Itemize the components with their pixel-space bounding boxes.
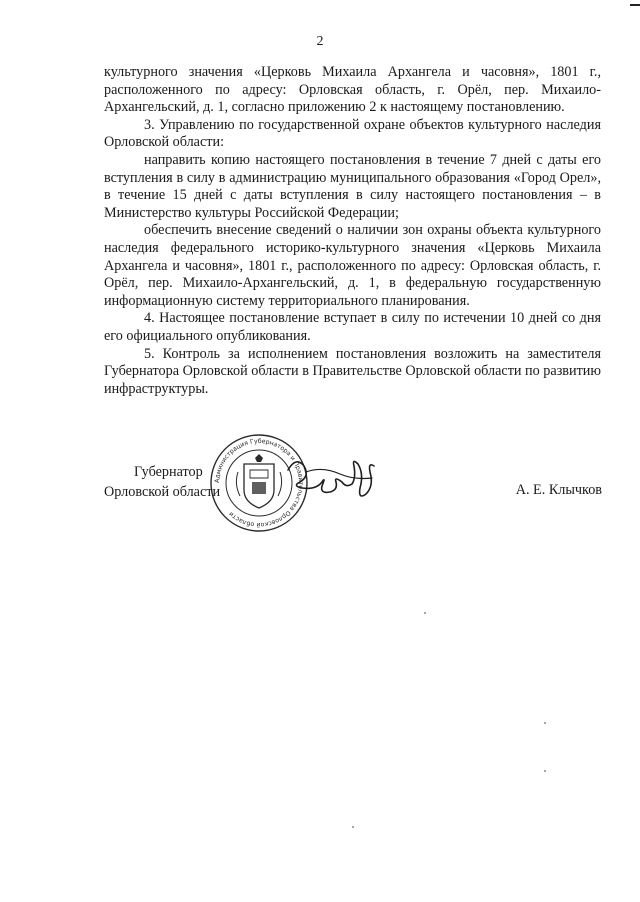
page-number: 2: [316, 34, 324, 49]
corner-mark: [630, 4, 640, 6]
paragraph-item-3-send-copy: направить копию настоящего постановления в течение 7 дней с даты его вступления в силу в администрацию муниципального образования «Город Орел», в течение 15 дней с даты вступления в силу настоящего постановления – в Министерство культуры Российской Федерации;: [104, 151, 601, 221]
paragraph-item-3: 3. Управлению по государственной охране объектов культурного наследия Орловской области:: [104, 116, 601, 151]
paragraph-item-3-register-zones: обеспечить внесение сведений о наличии зон охраны объекта культурного наследия федерального историко-культурного значения «Церковь Михаила Архангела и часовня», 1801 г., расположенного по адресу: Орловская область, г. Орёл, пер. Михаило-Архангельский, д. 1, в федеральную государственную информационную систему территориального планирования.: [104, 222, 601, 309]
paragraph-item-4: 4. Настоящее постановление вступает в силу по истечении 10 дней со дня его официального опубликования.: [104, 310, 601, 344]
paragraph-continuation: культурного значения «Церковь Михаила Архангела и часовня», 1801 г., расположенного по адресу: Орловская область, г. Орёл, пер. Михаило-Архангельский, д. 1, согласно приложению 2 к настоящему постановлению.: [104, 64, 601, 116]
handwritten-signature: [282, 452, 382, 508]
paragraph-item-5: 5. Контроль за исполнением постановления возложить на заместителя Губернатора Орловской области в Правительстве Орловской области по развитию инфраструктуры.: [104, 345, 601, 397]
signer-position-line2: Орловской области: [104, 484, 221, 500]
svg-text:Администрация Губернатора и Пр: Администрация Губернатора и Правительства Орловской области: [213, 437, 305, 529]
scan-speck: [352, 826, 354, 828]
signer-name: А. Е. Клычков: [515, 482, 602, 498]
signature-title: [104, 462, 220, 502]
scan-speck: [544, 770, 546, 772]
scan-speck: [424, 612, 426, 614]
document-body: [104, 64, 601, 398]
signer-position-line1: Губернатор: [134, 464, 203, 480]
scan-speck: [544, 722, 546, 724]
